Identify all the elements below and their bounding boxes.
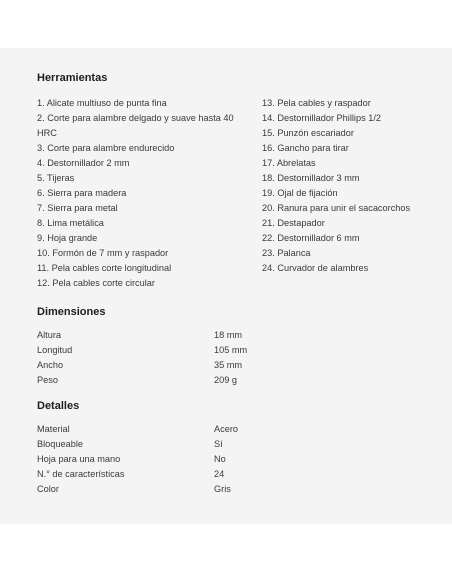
tool-item: 10. Formón de 7 mm y raspador: [37, 248, 169, 258]
spec-value: 18 mm: [214, 330, 243, 340]
details-table: [37, 422, 238, 497]
specs-panel: [0, 48, 452, 524]
dimensions-table: [37, 328, 247, 388]
tool-item: 12. Pela cables corte circular: [37, 278, 155, 288]
tool-item: 14. Destornillador Phillips 1/2: [262, 113, 381, 123]
tool-item: 3. Corte para alambre endurecido: [37, 143, 175, 153]
spec-label: Color: [37, 484, 59, 494]
spec-value: 105 mm: [214, 345, 248, 355]
spec-label: Longitud: [37, 345, 73, 355]
tool-item: 7. Sierra para metal: [37, 203, 118, 213]
tools-column-right: [262, 96, 442, 276]
tool-item: 8. Lima metálica: [37, 218, 104, 228]
details-heading: Detalles: [37, 400, 80, 412]
spec-row: [37, 467, 238, 482]
spec-row: [37, 422, 238, 437]
details-section: [37, 398, 297, 497]
spec-label: Peso: [37, 375, 58, 385]
dimensions-section: [37, 304, 297, 388]
tools-list: [37, 96, 437, 292]
tools-heading: Herramientas: [37, 72, 108, 84]
tool-item: 22. Destornillador 6 mm: [262, 233, 360, 243]
spec-value: No: [214, 454, 226, 464]
spec-label: Altura: [37, 330, 62, 340]
tool-item: 23. Palanca: [262, 248, 311, 258]
tool-item: 20. Ranura para unir el sacacorchos: [262, 203, 411, 213]
tool-item: 18. Destornillador 3 mm: [262, 173, 360, 183]
spec-row: [37, 437, 238, 452]
tool-item: 11. Pela cables corte longitudinal: [37, 263, 172, 273]
spec-row: [37, 482, 238, 497]
spec-value: Acero: [214, 424, 239, 434]
tools-column-left: [37, 96, 249, 291]
tool-item: 5. Tijeras: [37, 173, 75, 183]
tool-item: 13. Pela cables y raspador: [262, 98, 371, 108]
tool-item: 1. Alicate multiuso de punta fina: [37, 98, 167, 108]
spec-row: [37, 373, 247, 388]
tool-item: 19. Ojal de fijación: [262, 188, 338, 198]
spec-label: Material: [37, 424, 70, 434]
tool-item: 16. Gancho para tirar: [262, 143, 349, 153]
tool-item: 24. Curvador de alambres: [262, 263, 369, 273]
tool-item: 15. Punzón escariador: [262, 128, 354, 138]
tool-item: 9. Hoja grande: [37, 233, 98, 243]
tool-item: 21. Destapador: [262, 218, 325, 228]
spec-row: [37, 343, 247, 358]
spec-label: Hoja para una mano: [37, 454, 121, 464]
spec-value: Gris: [214, 484, 231, 494]
spec-value: 24: [214, 469, 225, 479]
spec-value: 35 mm: [214, 360, 243, 370]
tool-item: 4. Destornillador 2 mm: [37, 158, 130, 168]
spec-row: [37, 358, 247, 373]
dimensions-heading: Dimensiones: [37, 306, 106, 318]
specs-content: [37, 70, 437, 497]
spec-row: [37, 328, 247, 343]
spec-label: N.° de características: [37, 469, 125, 479]
spec-value: Sí: [214, 439, 223, 449]
spec-label: Ancho: [37, 360, 64, 370]
tool-item: 2. Corte para alambre delgado y suave hasta 40 HRC: [37, 113, 234, 138]
spec-row: [37, 452, 238, 467]
spec-value: 209 g: [214, 375, 237, 385]
spec-label: Bloqueable: [37, 439, 83, 449]
tool-item: 17. Abrelatas: [262, 158, 316, 168]
tool-item: 6. Sierra para madera: [37, 188, 127, 198]
